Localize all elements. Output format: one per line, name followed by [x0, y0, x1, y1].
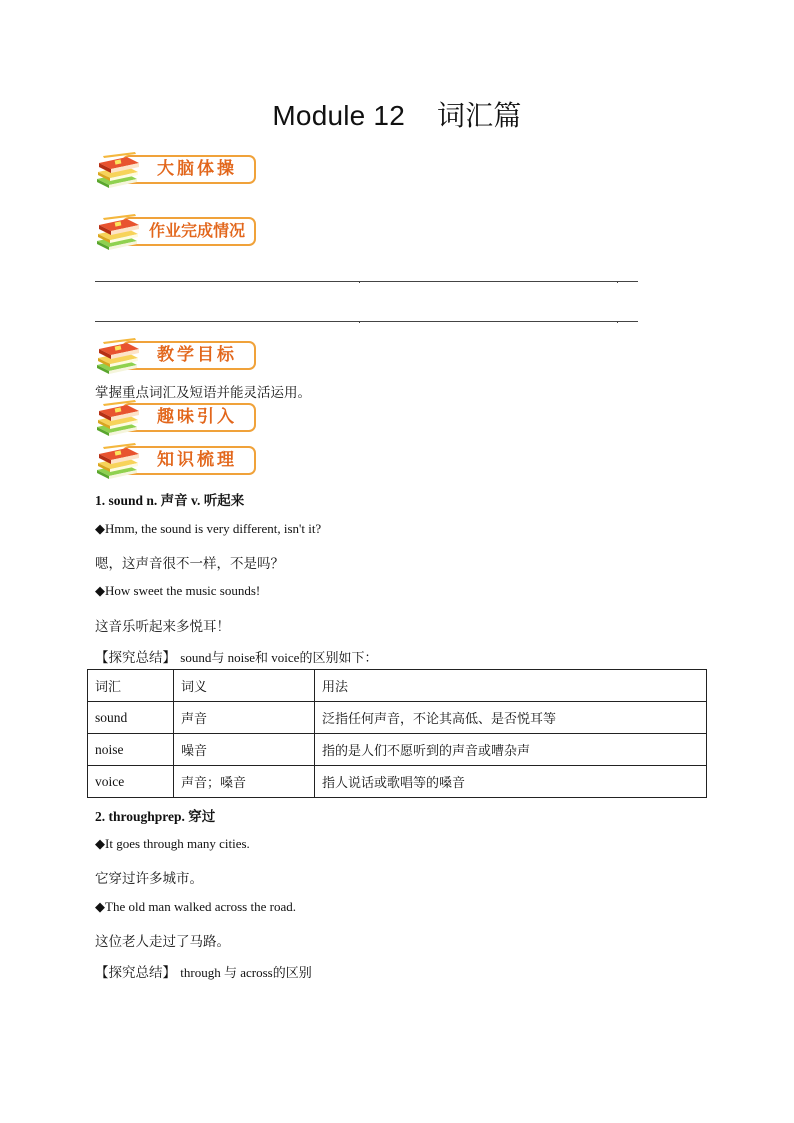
table-cell-meaning: 声音；嗓音 [174, 766, 315, 798]
banner-label: 知识梳理 [157, 450, 237, 470]
module-number: Module 12 [272, 100, 405, 131]
vocab-comparison-table [87, 669, 707, 798]
example-sentence-cn: 它穿过许多城市。 [95, 871, 203, 887]
table-header-row [88, 670, 707, 702]
vocab-heading-through: 2. throughprep. 穿过 [95, 809, 216, 825]
banner-label: 作业完成情况 [148, 221, 245, 240]
summary-text: sound与 noise和 voice的区别如下： [180, 650, 378, 665]
table-cell-usage: 泛指任何声音，不论其高低、是否悦耳等 [315, 702, 707, 734]
table-row [88, 766, 707, 798]
banner-teaching-goals [95, 338, 260, 374]
vocab-heading-sound: 1. sound n. 声音 v. 听起来 [95, 493, 245, 509]
example-sentence-en: ◆Hmm, the sound is very different, isn't it? [95, 521, 322, 536]
table-cell-usage: 指人说话或歌唱等的嗓音 [315, 766, 707, 798]
table-row [88, 702, 707, 734]
table-header: 用法 [315, 670, 707, 702]
summary-text: through 与 across的区别 [180, 965, 312, 980]
example-sentence-cn: 这位老人走过了马路。 [95, 934, 230, 950]
example-sentence-en: ◆The old man walked across the road. [95, 899, 296, 914]
summary-line [95, 646, 377, 666]
table-cell-word: noise [88, 734, 174, 766]
summary-tag: 【探究总结】 [95, 965, 176, 981]
answer-line [95, 321, 638, 322]
answer-line [95, 281, 638, 282]
page-title [0, 94, 794, 134]
table-header: 词义 [174, 670, 315, 702]
section-name: 词汇篇 [436, 100, 522, 131]
banner-label: 趣味引入 [157, 407, 237, 427]
banner-label: 大脑体操 [157, 159, 237, 179]
table-row [88, 734, 707, 766]
table-cell-usage: 指的是人们不愿听到的声音或嘈杂声 [315, 734, 707, 766]
table-cell-meaning: 声音 [174, 702, 315, 734]
table-cell-word: sound [88, 702, 174, 734]
table-header: 词汇 [88, 670, 174, 702]
banner-homework-status [95, 214, 260, 250]
banner-fun-intro [95, 400, 260, 436]
example-sentence-cn: 嗯，这声音很不一样，不是吗？ [95, 556, 284, 572]
banner-knowledge-review [95, 443, 260, 479]
example-sentence-cn: 这音乐听起来多悦耳！ [95, 619, 230, 635]
table-cell-word: voice [88, 766, 174, 798]
goal-text: 掌握重点词汇及短语并能灵活运用。 [95, 385, 311, 401]
table-cell-meaning: 噪音 [174, 734, 315, 766]
example-sentence-en: ◆How sweet the music sounds! [95, 583, 261, 598]
example-sentence-en: ◆It goes through many cities. [95, 836, 250, 851]
summary-tag: 【探究总结】 [95, 650, 176, 666]
banner-brain-exercise [95, 152, 260, 188]
banner-label: 教学目标 [157, 345, 237, 365]
summary-line [95, 961, 312, 981]
